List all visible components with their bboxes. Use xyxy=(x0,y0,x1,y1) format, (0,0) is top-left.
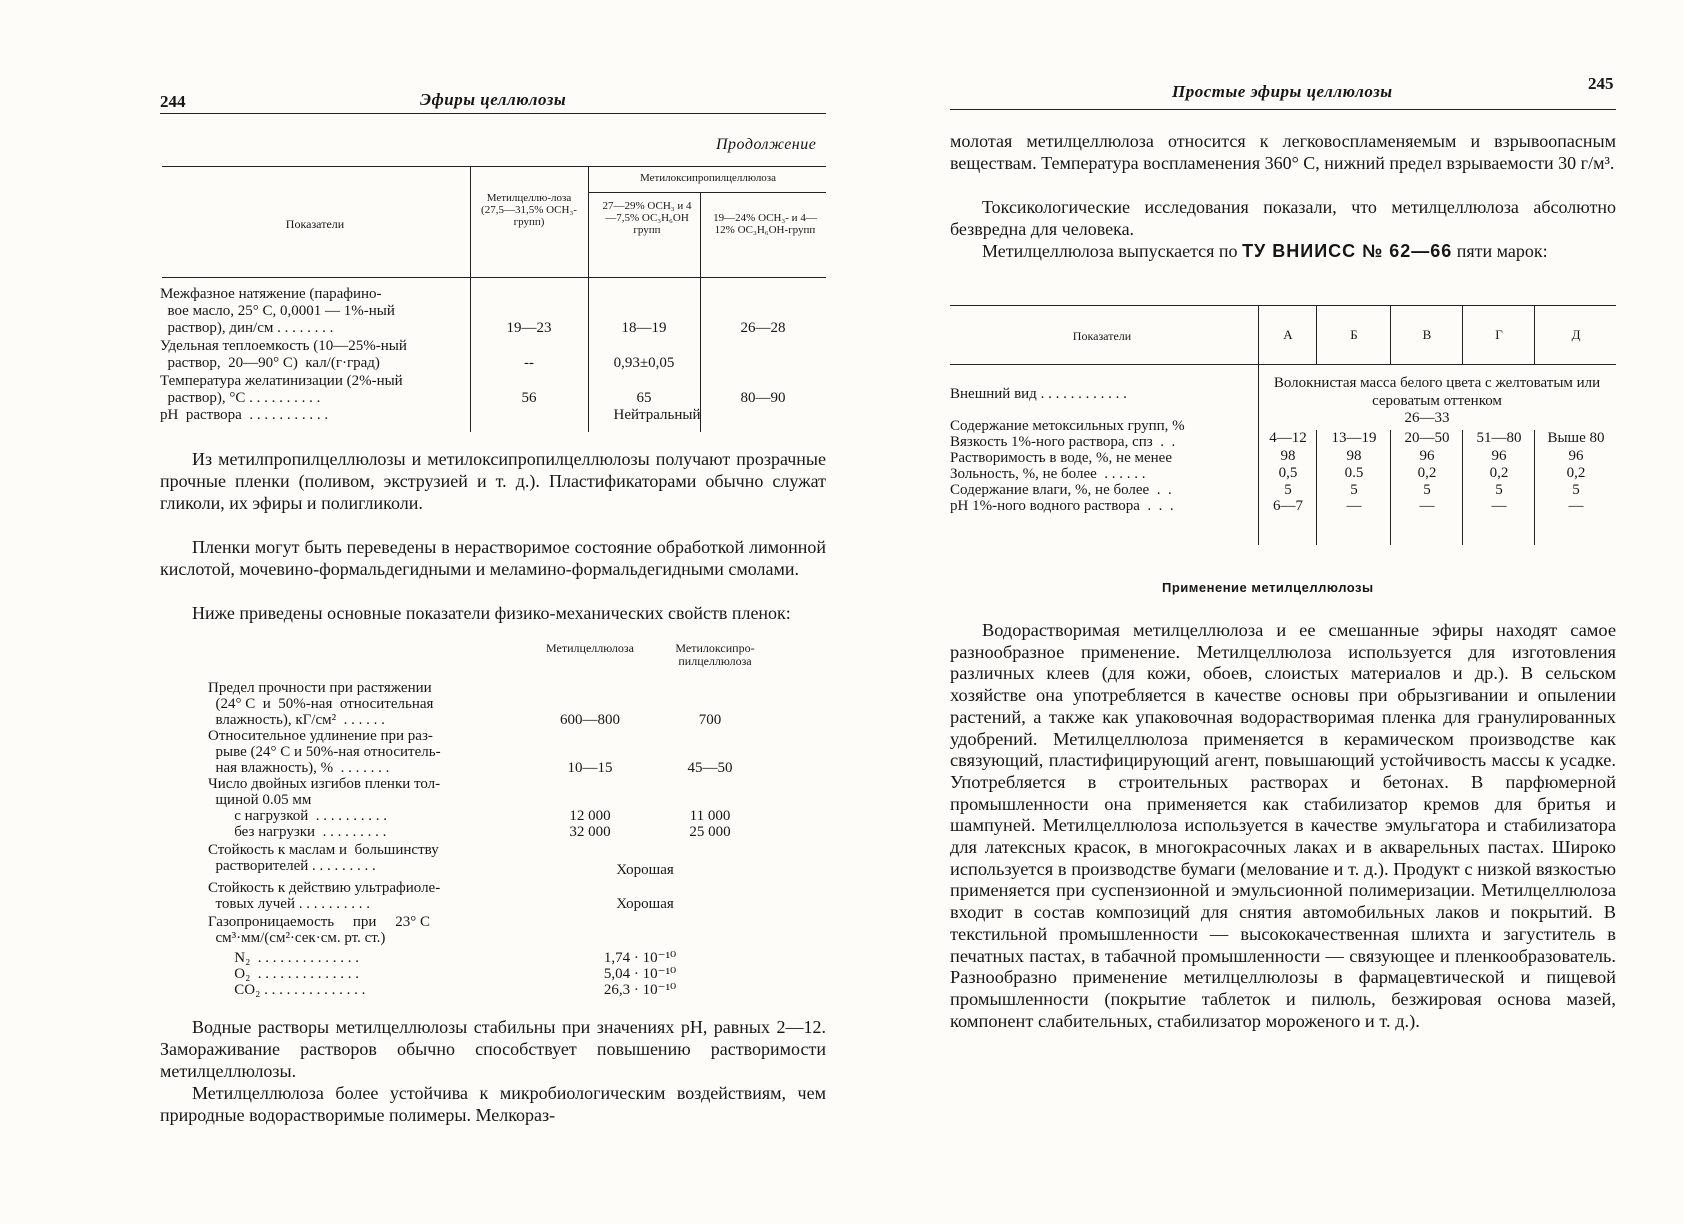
page-number-right: 245 xyxy=(1588,74,1614,93)
col-header-a: 27—29% ОСН₃ и 4—7,5% ОС₃Н₆ОН групп xyxy=(602,200,692,236)
prop-label-5: без нагрузки . . . . . . . . . xyxy=(208,824,387,840)
grades-cell-3-g: 96 xyxy=(1491,448,1507,464)
prop-label-3: Число двойных изгибов пленки тол- щиной 0.05 мм xyxy=(208,776,441,808)
grades-cell-3-d: 96 xyxy=(1568,448,1584,464)
cell-2-a: 0,93±0,05 xyxy=(613,355,675,371)
paragraph-left-1: Из метилпропилцеллюлозы и метилоксипропилцеллюлозы получают прозрачные прочные пленки (поливом, экструзией и т. д.). Пластификаторами обычно служат гликоли, их эфиры и полигликоли. xyxy=(160,449,826,513)
col-header-b: 19—24% ОСН₃- и 4—12% ОС₃Н₆ОН-групп xyxy=(713,212,817,236)
table-vline-1 xyxy=(470,166,471,432)
prop-4-mop: 11 000 xyxy=(689,808,731,824)
prop-label-4: с нагрузкой . . . . . . . . . . xyxy=(208,808,388,824)
paragraph-left-4: Водные растворы метилцеллюлозы стабильны при значениях рН, равных 2—12. Замораживание растворов обычно способствует повышению растворимости метилцеллюлозы. xyxy=(160,1017,826,1081)
grades-cell-4-v: 0,2 xyxy=(1417,465,1437,481)
row-label-1: Межфазное натяжение (парафино- вое масло, 25° С, 0,0001 — 1%-ный раствор), дин/см . . . . . . . . xyxy=(160,286,395,336)
cell-3-mc: 56 xyxy=(521,390,537,406)
section-title: Применение метилцеллюлозы xyxy=(1162,580,1374,595)
grades-cell-2-b: 13—19 xyxy=(1331,430,1377,446)
appearance-value: Волокнистая масса белого цвета с желтоватым или сероватым оттенком xyxy=(1273,375,1601,409)
table-vline-3 xyxy=(700,192,701,432)
grades-vline-4a xyxy=(1462,305,1463,364)
prop-1-mc: 600—800 xyxy=(560,712,620,728)
cell-3-b: 80—90 xyxy=(740,390,786,406)
props-head-mc: Метилцеллюлоза xyxy=(546,641,634,655)
paragraph-left-3: Ниже приведены основные показатели физико-механических свойств пленок: xyxy=(192,603,791,623)
prop-label-7: Стойкость к действию ультрафиоле- товых лучей . . . . . . . . . . xyxy=(208,880,441,912)
table-group-rule xyxy=(588,192,826,193)
prop-7-both: Хорошая xyxy=(616,896,674,912)
grades-row-label-1: Содержание метоксильных групп, % xyxy=(950,418,1185,434)
prop-10-value: 5,04 · 10⁻¹⁰ xyxy=(603,966,677,982)
grades-cell-3-a: 98 xyxy=(1280,448,1296,464)
prop-label-1: Предел прочности при растяжении (24° С и 50%-ная относительная влажность), кГ/см² . . . . . . xyxy=(208,680,434,728)
grades-vline-3a xyxy=(1390,305,1391,364)
prop-1-mop: 700 xyxy=(698,712,722,728)
grades-vline-2b xyxy=(1316,430,1317,545)
grades-cell-3-v: 96 xyxy=(1419,448,1435,464)
grades-cell-6-g: — xyxy=(1491,498,1507,514)
grades-vline-4b xyxy=(1462,430,1463,545)
paragraph-right-1: молотая метилцеллюлоза относится к легковоспламеняемым и взрывоопасным веществам. Температура воспламенения 360° С, нижний предел взрываемости 30 г/м³. xyxy=(950,131,1616,173)
prop-5-mc: 32 000 xyxy=(569,824,611,840)
grades-cell-5-g: 5 xyxy=(1495,482,1503,498)
right-page xyxy=(842,0,1684,1224)
grades-vline-2a xyxy=(1316,305,1317,364)
col-header-methylcellulose: Метилцеллю-лоза (27,5—31,5% ОСН₃-групп) xyxy=(481,192,577,228)
col-header-group: Метилоксипропилцеллюлоза xyxy=(639,172,777,184)
grades-vline-3b xyxy=(1390,430,1391,545)
row-label-2: Удельная теплоемкость (10—25%-ный раствор, 20—90° С) кал/(г·град) xyxy=(160,338,407,371)
page-number-left: 244 xyxy=(160,92,186,111)
grade-g-header: Г xyxy=(1495,327,1503,342)
grades-col-indicator: Показатели xyxy=(1072,329,1132,343)
appearance-label: Внешний вид . . . . . . . . . . . . xyxy=(950,386,1127,402)
prop-2-mc: 10—15 xyxy=(567,760,613,776)
paragraph-right-3: Метилцеллюлоза выпускается по ТУ ВНИИСС № 62—66 пяти марок: xyxy=(982,241,1548,261)
grades-cell-6-v: — xyxy=(1419,498,1435,514)
header-rule-left xyxy=(160,113,826,114)
cell-3-a: 65 xyxy=(636,390,652,406)
row-label-4: рН раствора . . . . . . . . . . . xyxy=(160,407,329,423)
grades-cell-4-b: 0.5 xyxy=(1344,465,1364,481)
cell-1-a: 18—19 xyxy=(621,320,667,336)
col-header-indicator: Показатели xyxy=(285,217,345,231)
grades-cell-1-v: 26—33 xyxy=(1404,410,1450,426)
prop-label-9: N₂ . . . . . . . . . . . . . . xyxy=(208,950,360,966)
grades-cell-2-d: Выше 80 xyxy=(1547,430,1605,446)
table-header-rule xyxy=(162,277,826,278)
continuation-label: Продолжение xyxy=(716,136,817,153)
grades-cell-5-a: 5 xyxy=(1284,482,1292,498)
grades-row-label-3: Растворимость в воде, %, не менее xyxy=(950,450,1172,466)
grade-v-header: В xyxy=(1422,327,1432,342)
grades-cell-5-d: 5 xyxy=(1572,482,1580,498)
grades-row-label-2: Вязкость 1%-ного раствора, спз . . xyxy=(950,434,1176,450)
tu-reference: ТУ ВНИИСС № 62—66 xyxy=(1242,241,1453,261)
grade-a-header: А xyxy=(1283,327,1293,342)
grades-vline-5a xyxy=(1534,305,1535,364)
grades-cell-6-b: — xyxy=(1346,498,1362,514)
grades-cell-4-a: 0,5 xyxy=(1278,465,1298,481)
prop-label-8: Газопроницаемость при 23° С см³·мм/(см²·сек·см. рт. ст.) xyxy=(208,914,430,946)
grades-row-label-6: рН 1%-ного водного раствора . . . xyxy=(950,498,1174,514)
cell-4-a: Нейтральный xyxy=(613,407,701,423)
grades-row-label-5: Содержание влаги, %, не более . . xyxy=(950,482,1172,498)
prop-label-10: O₂ . . . . . . . . . . . . . . xyxy=(208,966,360,982)
props-head-mop: Метилоксипро-пилцеллюлоза xyxy=(675,641,755,668)
grades-cell-4-d: 0,2 xyxy=(1566,465,1586,481)
running-head-left: Эфиры целлюлозы xyxy=(420,90,567,109)
grades-cell-6-d: — xyxy=(1568,498,1584,514)
prop-5-mop: 25 000 xyxy=(689,824,731,840)
grade-d-header: Д xyxy=(1571,327,1581,342)
grades-cell-2-v: 20—50 xyxy=(1404,430,1450,446)
prop-6-both: Хорошая xyxy=(616,862,674,878)
grades-cell-5-v: 5 xyxy=(1423,482,1431,498)
row-label-3: Температура желатинизации (2%-ный раствор), °С . . . . . . . . . . xyxy=(160,373,403,406)
grades-cell-6-a: 6—7 xyxy=(1273,498,1303,514)
cell-2-mc: -- xyxy=(524,355,534,371)
grades-cell-5-b: 5 xyxy=(1350,482,1358,498)
grades-cell-3-b: 98 xyxy=(1346,448,1362,464)
grades-cell-4-g: 0,2 xyxy=(1489,465,1509,481)
prop-label-6: Стойкость к маслам и большинству растворителей . . . . . . . . . xyxy=(208,842,439,874)
table-vline-2 xyxy=(588,166,589,432)
prop-11-value: 26,3 · 10⁻¹⁰ xyxy=(603,982,677,998)
paragraph-left-2: Пленки могут быть переведены в нерастворимое состояние обработкой лимонной кислотой, мочевино-формальдегидными и меламино-формальдегидными смолами. xyxy=(160,537,826,579)
grades-top-rule xyxy=(950,305,1616,306)
paragraph-right-4: Водорастворимая метилцеллюлоза и ее смешанные эфиры находят самое разнообразное применение. Метилцеллюлоза используется для изготовления различных клеев (для кожи, обоев, слоистых материалов и др.). В сельском хозяйстве она употребляется в качестве основы при обрызгивании и опылении растений, а также как упаковочная водорастворимая пленка для гранулированных удобрений. Метилцеллюлоза применяется в керамическом производстве как связующий, пластифицирующий агент, повышающий устойчивость массы к усадке. Употребляется в строительных растворах и бетонах. В парфюмерной промышленности она применяется как стабилизатор кремов для бритья и шампуней. Метилцеллюлоза используется в качестве эмульгатора и стабилизатора для латексных красок, в многокрасочных лаках и в акварельных пастах. Широко используется в производстве бумаги (мелование и т. д.). Продукт с низкой вязкостью применяется при суспензионной и эмульсионной полимеризации. Метилцеллюлоза входит в состав композиций для снятия автомобильных лаков и покрытий. В текстильной промышленности — высококачественная шлихта и загуститель в печатных пастах, в табачной промышленности — связующее и пленкообразователь. Разнообразно применение метилцеллюлозы в фармацевтической и пищевой промышленности (покрытие таблеток и пилюль, безжировая основа мазей, компонент слабительных, стабилизатор мороженого и т. д.). xyxy=(950,620,1616,1031)
table-top-rule xyxy=(162,166,826,167)
grades-vline-1 xyxy=(1258,305,1259,545)
cell-1-mc: 19—23 xyxy=(506,320,552,336)
prop-label-11: CO₂ . . . . . . . . . . . . . . xyxy=(208,982,366,998)
grades-cell-2-a: 4—12 xyxy=(1269,430,1307,446)
paragraph-left-5: Метилцеллюлоза более устойчива к микробиологическим воздействиям, чем природные водорастворимые полимеры. Мелкораз- xyxy=(160,1083,826,1125)
grades-vline-5b xyxy=(1534,430,1535,545)
header-rule-right xyxy=(950,109,1616,110)
prop-2-mop: 45—50 xyxy=(687,760,733,776)
paragraph-right-2: Токсикологические исследования показали, что метилцеллюлоза абсолютно безвредна для человека. xyxy=(950,197,1616,239)
grades-cell-2-g: 51—80 xyxy=(1476,430,1522,446)
cell-1-b: 26—28 xyxy=(740,320,786,336)
grades-row-label-4: Зольность, %, не более . . . . . . xyxy=(950,466,1146,482)
running-head-right: Простые эфиры целлюлозы xyxy=(1172,82,1393,101)
prop-9-value: 1,74 · 10⁻¹⁰ xyxy=(603,950,677,966)
grade-b-header: Б xyxy=(1350,327,1358,342)
prop-4-mc: 12 000 xyxy=(569,808,611,824)
grades-header-rule xyxy=(950,364,1616,365)
prop-label-2: Относительное удлинение при раз- рыве (24° С и 50%-ная относитель- ная влажность), % . . . . . . . xyxy=(208,728,441,776)
